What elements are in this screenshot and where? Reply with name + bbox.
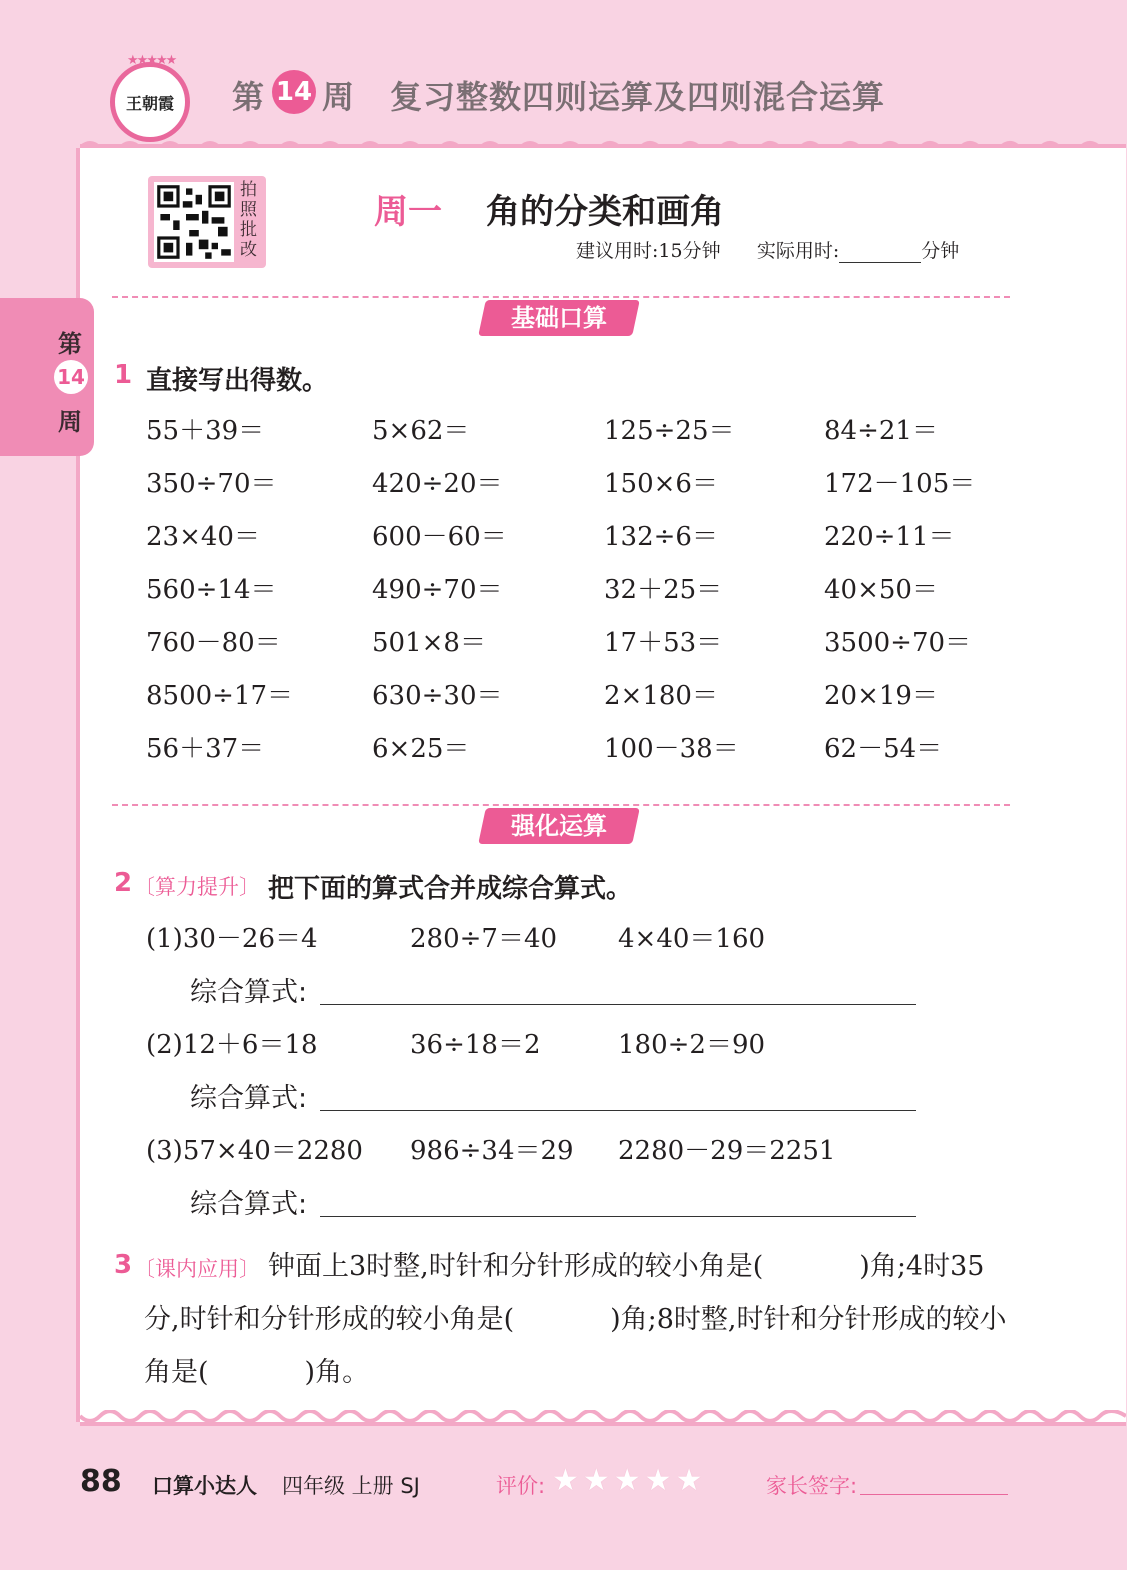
question-tag: 〔课内应用〕 [134,1257,260,1281]
crown-icon: ★★★★★ [127,53,176,68]
combined-label: 综合算式: [190,977,308,1008]
math-problem: 56＋37＝ [146,734,265,764]
math-problem: 20×19＝ [824,681,938,711]
math-problem: 17＋53＝ [604,628,723,658]
math-problem: 40×50＝ [824,575,938,605]
week-number-badge: 14 [272,70,316,114]
parent-sign-label: 家长签字: [766,1474,858,1498]
grade-info: 四年级 上册 SJ [282,1474,420,1498]
section-divider [112,296,1010,298]
page-title: 复习整数四则运算及四则混合运算 [390,78,886,116]
section-tag-advanced: 强化运算 [478,808,640,844]
rating-stars[interactable]: ★★★★★ [552,1463,707,1498]
given-equation: 986÷34＝29 [410,1136,574,1166]
math-problem: 172－105＝ [824,469,976,499]
math-problem: 84÷21＝ [824,416,938,446]
actual-time-label: 实际用时: [756,240,840,262]
book-name: 口算小达人 [152,1474,257,1498]
qr-caption: 拍照批改 [240,180,257,260]
math-problem: 5×62＝ [372,416,470,446]
math-problem: 3500÷70＝ [824,628,972,658]
actual-time-blank[interactable] [839,242,921,263]
math-problem: 350÷70＝ [146,469,277,499]
combined-label: 综合算式: [190,1189,308,1220]
time-info [576,236,959,263]
math-problem: 630÷30＝ [372,681,503,711]
math-problem: 490÷70＝ [372,575,503,605]
clock-angle-question: 钟面上3时整,时针和分针形成的较小角是( )角;4时35分,时针和分针形成的较小角是( )角;8时整,时针和分针形成的较小角是( )角。 [144,1251,1007,1388]
math-problem: 8500÷17＝ [146,681,294,711]
question-number: 3 [114,1250,133,1280]
week-suffix: 周 [322,78,355,116]
side-tab-suffix: 周 [58,408,82,436]
combined-label: 综合算式: [190,1083,308,1114]
combined-answer-line[interactable] [320,974,916,1005]
math-problem: 2×180＝ [604,681,718,711]
side-week-tab [0,298,94,456]
given-equation: 280÷7＝40 [410,924,558,954]
question-text: 把下面的算式合并成综合算式。 [268,874,633,904]
math-problem: 62－54＝ [824,734,943,764]
math-problem: 23×40＝ [146,522,260,552]
given-equation: 36÷18＝2 [410,1030,541,1060]
math-problem: 600－60＝ [372,522,507,552]
math-problem: 55＋39＝ [146,416,265,446]
math-problem: 220÷11＝ [824,522,955,552]
question-tag: 〔算力提升〕 [134,875,260,899]
question-number: 1 [114,360,133,390]
day-label: 周一 [374,192,442,232]
question-number: 2 [114,868,133,898]
rating-label: 评价: [496,1474,546,1498]
lesson-title: 角的分类和画角 [486,192,724,232]
section-tag-basic: 基础口算 [478,300,640,336]
question-text: 直接写出得数。 [146,366,329,396]
wave-border-bottom [80,1410,1126,1430]
page-number: 88 [80,1464,122,1499]
math-problem: 501×8＝ [372,628,486,658]
given-equation: (1)30－26＝4 [146,924,318,954]
given-equation: 2280－29＝2251 [618,1136,836,1166]
suggested-time: 建议用时:15分钟 [576,240,721,262]
math-problem: 32＋25＝ [604,575,723,605]
given-equation: 180÷2＝90 [618,1030,766,1060]
combined-answer-line[interactable] [320,1080,916,1111]
qr-code-icon[interactable] [154,182,234,262]
math-problem: 100－38＝ [604,734,739,764]
combined-answer-line[interactable] [320,1186,916,1217]
given-equation: 4×40＝160 [618,924,766,954]
math-problem: 132÷6＝ [604,522,718,552]
math-problem: 6×25＝ [372,734,470,764]
brand-logo [110,53,190,142]
qr-panel [148,176,266,268]
given-equation: (2)12＋6＝18 [146,1030,318,1060]
math-problem: 150×6＝ [604,469,718,499]
math-problem: 760－80＝ [146,628,281,658]
worksheet-paper [80,148,1126,1422]
math-problem: 420÷20＝ [372,469,503,499]
section-divider [112,804,1010,806]
week-prefix: 第 [232,78,265,116]
logo-text: 王朝霞 [125,94,174,113]
side-tab-number: 14 [54,360,88,394]
actual-time-unit: 分钟 [921,240,960,262]
side-tab-prefix: 第 [58,330,82,358]
math-problem: 560÷14＝ [146,575,277,605]
math-problem: 125÷25＝ [604,416,735,446]
parent-sign-line[interactable] [860,1494,1008,1495]
given-equation: (3)57×40＝2280 [146,1136,363,1166]
